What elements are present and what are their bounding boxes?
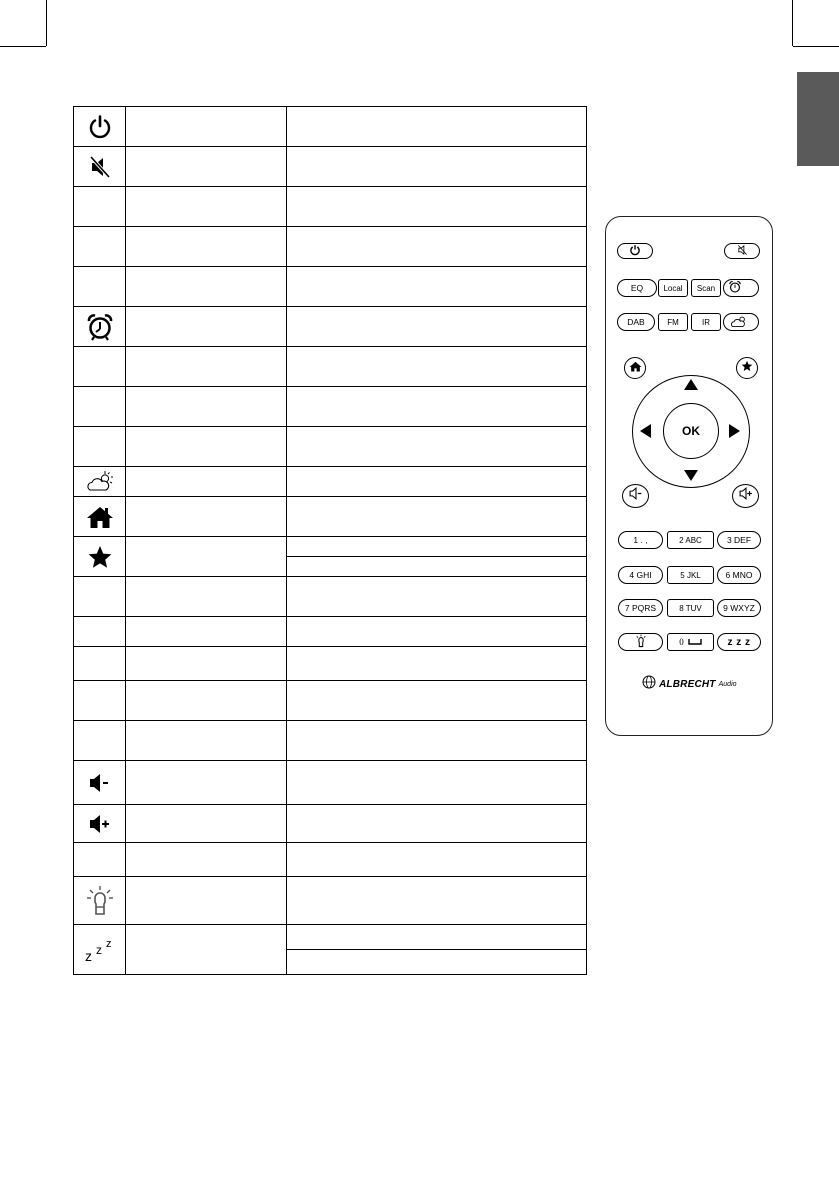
weather-icon	[730, 314, 748, 331]
description-cell	[287, 307, 586, 346]
remote-home-button	[624, 357, 646, 379]
icon-cell	[74, 721, 126, 760]
volume-down-icon	[87, 772, 113, 794]
volume-up-icon	[87, 813, 113, 835]
remote-light-button	[618, 633, 663, 651]
description-cell	[287, 761, 586, 804]
remote-control-illustration	[605, 216, 773, 736]
icon-cell	[74, 387, 126, 426]
description-cell	[287, 681, 586, 720]
description-cell	[287, 227, 586, 266]
down-arrow-icon	[684, 470, 698, 481]
alarm-clock-icon	[728, 280, 742, 296]
svg-text:z: z	[105, 937, 111, 950]
description-cell	[287, 427, 586, 466]
sleep-label: z z z	[727, 636, 751, 648]
power-icon	[629, 244, 641, 258]
table-row	[74, 805, 586, 843]
remote-key-label: FM	[667, 317, 679, 327]
description-cell	[287, 467, 586, 496]
icon-cell	[74, 537, 126, 576]
table-row	[74, 307, 586, 347]
table-row	[74, 227, 586, 267]
up-arrow-icon	[684, 379, 698, 390]
star-icon	[87, 544, 113, 570]
remote-key-2	[667, 531, 714, 549]
icon-cell	[74, 681, 126, 720]
brand-subname: Audio	[718, 681, 737, 688]
home-icon	[629, 359, 642, 377]
remote-key-3	[717, 531, 761, 549]
remote-ir-button	[691, 313, 721, 331]
remote-key-label: Scan	[696, 283, 716, 293]
label-cell	[126, 187, 287, 226]
remote-weather-button	[723, 313, 759, 331]
crop-mark-top-right-v	[792, 0, 793, 46]
icon-cell	[74, 577, 126, 616]
remote-power-button	[617, 243, 653, 259]
table-row	[74, 347, 586, 387]
description-cell	[287, 187, 586, 226]
label-cell	[126, 617, 287, 646]
icon-cell	[74, 187, 126, 226]
description-cell	[287, 925, 586, 974]
remote-key-label: 6 MNO	[725, 570, 753, 580]
remote-key-label: 7 PQRS	[624, 603, 657, 613]
label-cell	[126, 147, 287, 186]
table-row	[74, 537, 586, 577]
remote-key-6	[717, 566, 761, 584]
table-row	[74, 925, 586, 975]
description-cell	[287, 805, 586, 842]
remote-key-8	[667, 599, 714, 617]
remote-key-label: IR	[702, 317, 710, 327]
alarm-clock-icon	[85, 312, 115, 342]
table-row	[74, 761, 586, 805]
crop-mark-top-left-v	[46, 0, 47, 46]
icon-cell	[74, 107, 126, 146]
description-cell	[287, 617, 586, 646]
label-cell	[126, 427, 287, 466]
remote-key-label: 3 DEF	[726, 535, 752, 545]
table-row	[74, 647, 586, 681]
description-cell	[287, 721, 586, 760]
remote-dab-button	[617, 313, 655, 331]
label-cell	[126, 577, 287, 616]
table-row	[74, 617, 586, 647]
label-cell	[126, 267, 287, 306]
description-cell	[287, 647, 586, 680]
icon-cell	[74, 347, 126, 386]
remote-key-label: Local	[663, 283, 683, 293]
icon-cell	[74, 925, 126, 974]
description-subcell	[287, 556, 586, 576]
table-row	[74, 497, 586, 537]
table-row	[74, 877, 586, 925]
table-row	[74, 467, 586, 497]
description-cell	[287, 877, 586, 924]
remote-fm-button	[658, 313, 688, 331]
left-arrow-icon	[640, 424, 651, 438]
label-cell	[126, 647, 287, 680]
remote-local-button	[658, 279, 688, 297]
remote-eq-button	[617, 279, 657, 297]
remote-key-label: DAB	[627, 317, 645, 327]
description-cell	[287, 537, 586, 576]
label-cell	[126, 347, 287, 386]
remote-scan-button	[691, 279, 721, 297]
home-icon	[86, 505, 114, 529]
right-arrow-icon	[729, 424, 740, 438]
icon-cell	[74, 497, 126, 536]
label-cell	[126, 925, 287, 974]
icon-cell	[74, 647, 126, 680]
table-row	[74, 577, 586, 617]
remote-key-9	[717, 599, 761, 617]
brand-logo	[642, 675, 737, 694]
remote-key-4	[618, 566, 663, 584]
sleep-icon	[83, 936, 117, 964]
description-cell	[287, 267, 586, 306]
remote-ok-label: OK	[682, 424, 700, 438]
table-row	[74, 721, 586, 761]
label-cell	[126, 227, 287, 266]
label-cell	[126, 467, 287, 496]
icon-cell	[74, 617, 126, 646]
label-cell	[126, 843, 287, 876]
remote-key-label: 8 TUV	[679, 603, 702, 613]
remote-key-label: 5 JKL	[680, 570, 701, 580]
table-row	[74, 427, 586, 467]
description-cell	[287, 497, 586, 536]
remote-mute-button	[724, 243, 760, 259]
remote-key-label: EQ	[630, 283, 644, 293]
label-cell	[126, 107, 287, 146]
label-cell	[126, 761, 287, 804]
description-subcell	[287, 537, 586, 556]
label-cell	[126, 387, 287, 426]
table-row	[74, 147, 586, 187]
table-row	[74, 187, 586, 227]
remote-key-5	[667, 566, 714, 584]
table-row	[74, 843, 586, 877]
brand-name: ALBRECHT	[659, 679, 716, 690]
globe-icon	[642, 675, 656, 694]
svg-text:z: z	[84, 947, 92, 964]
table-row	[74, 387, 586, 427]
remote-key-7	[618, 599, 663, 617]
icon-cell	[74, 843, 126, 876]
star-icon	[741, 359, 753, 377]
description-subcell	[287, 949, 586, 974]
crop-mark-top-left-h	[0, 46, 46, 47]
weather-icon	[86, 470, 114, 494]
icon-cell	[74, 147, 126, 186]
label-cell	[126, 537, 287, 576]
description-subcell	[287, 925, 586, 949]
volume-up-icon	[738, 487, 754, 505]
light-icon	[635, 634, 647, 650]
icon-cell	[74, 267, 126, 306]
description-cell	[287, 347, 586, 386]
icon-cell	[74, 877, 126, 924]
description-cell	[287, 107, 586, 146]
description-cell	[287, 843, 586, 876]
remote-volume-down-button	[622, 484, 649, 508]
remote-key-label: 9 WXYZ	[723, 603, 755, 613]
button-function-table	[73, 106, 587, 975]
table-row	[74, 681, 586, 721]
icon-cell	[74, 227, 126, 266]
icon-cell	[74, 427, 126, 466]
label-cell	[126, 877, 287, 924]
table-row	[74, 267, 586, 307]
power-icon	[87, 114, 113, 140]
description-cell	[287, 147, 586, 186]
label-cell	[126, 681, 287, 720]
label-cell	[126, 307, 287, 346]
volume-down-icon	[628, 487, 644, 505]
icon-cell	[74, 467, 126, 496]
label-cell	[126, 721, 287, 760]
remote-key-label: 4 GHI	[629, 570, 652, 580]
mute-icon	[736, 244, 749, 258]
space-icon	[688, 638, 702, 647]
remote-key-0	[667, 633, 714, 651]
label-cell	[126, 497, 287, 536]
remote-key-label: 0	[679, 637, 684, 647]
remote-key-label: 1 . ,	[633, 535, 648, 545]
language-tab	[797, 72, 839, 166]
description-cell	[287, 387, 586, 426]
remote-volume-up-button	[732, 484, 759, 508]
light-icon	[86, 885, 114, 917]
remote-alarm-button	[723, 279, 759, 297]
icon-cell	[74, 805, 126, 842]
label-cell	[126, 805, 287, 842]
description-cell	[287, 577, 586, 616]
remote-key-label: 2 ABC	[679, 535, 702, 545]
mute-icon	[87, 154, 113, 180]
svg-text:z: z	[95, 942, 102, 957]
remote-favorite-button	[736, 357, 758, 379]
remote-sleep-button	[717, 633, 761, 651]
remote-key-1	[618, 531, 663, 549]
icon-cell	[74, 761, 126, 804]
icon-cell	[74, 307, 126, 346]
sleep-icon	[727, 637, 750, 648]
table-row	[74, 107, 586, 147]
crop-mark-top-right-h	[793, 46, 839, 47]
remote-ok-button	[663, 403, 719, 459]
